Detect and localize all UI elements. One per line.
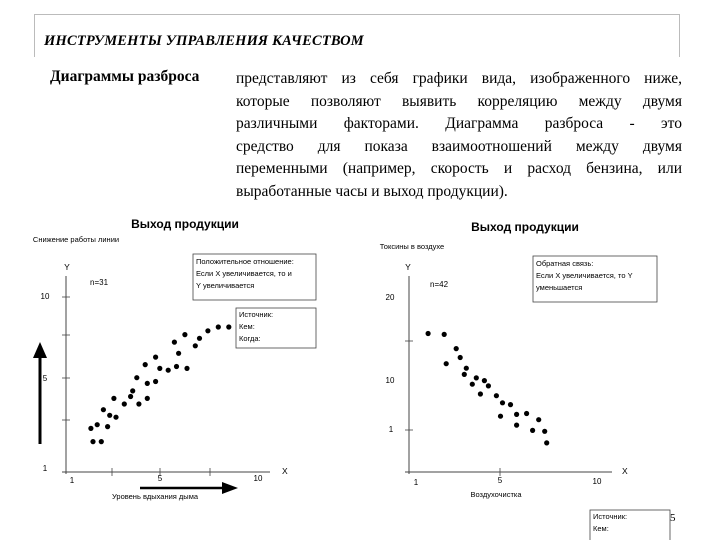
intro-line: средство для показа взаимоотношений между двумя bbox=[236, 137, 682, 155]
chart-right-points bbox=[426, 331, 550, 446]
chart-left-source-line: Кем: bbox=[239, 322, 255, 331]
scatter-point bbox=[442, 332, 447, 337]
scatter-point bbox=[216, 324, 221, 329]
chart-left-ytick: 1 bbox=[42, 464, 48, 473]
scatter-point bbox=[508, 402, 513, 407]
chart-right-source-line: Источник: bbox=[593, 512, 628, 521]
chart-left-points bbox=[88, 324, 231, 444]
chart-right-xtick: 1 bbox=[413, 478, 419, 487]
scatter-point bbox=[172, 340, 177, 345]
scatter-point bbox=[153, 379, 158, 384]
scatter-point bbox=[130, 388, 135, 393]
scatter-point bbox=[205, 328, 210, 333]
chart-left-ylabel: Снижение работы линии bbox=[32, 235, 120, 244]
scatter-point bbox=[458, 355, 463, 360]
scatter-point bbox=[474, 375, 479, 380]
page-number: 5 bbox=[670, 512, 676, 524]
chart-left-title: Выход продукции bbox=[131, 217, 239, 231]
scatter-point bbox=[184, 366, 189, 371]
scatter-point bbox=[536, 417, 541, 422]
scatter-point bbox=[99, 439, 104, 444]
scatter-point bbox=[542, 429, 547, 434]
scatter-point bbox=[157, 366, 162, 371]
scatter-point bbox=[464, 366, 469, 371]
scatter-point bbox=[176, 351, 181, 356]
chart-left-xtick: 5 bbox=[157, 474, 163, 483]
scatter-point bbox=[136, 401, 141, 406]
scatter-point bbox=[524, 411, 529, 416]
scatter-point bbox=[226, 324, 231, 329]
scatter-point bbox=[498, 414, 503, 419]
intro-line: которые позволяют выявить корреляцию между двумя bbox=[236, 92, 682, 110]
scatter-point bbox=[426, 331, 431, 336]
scatter-point bbox=[174, 364, 179, 369]
scatter-point bbox=[145, 381, 150, 386]
scatter-point bbox=[470, 382, 475, 387]
chart-left-source-line: Источник: bbox=[239, 310, 274, 319]
chart-left-n-label: n=31 bbox=[90, 278, 109, 287]
chart-right-xaxis-letter: X bbox=[622, 466, 628, 476]
arrow-up-icon bbox=[33, 342, 47, 358]
chart-right-ytick: 10 bbox=[385, 376, 395, 385]
scatter-point bbox=[494, 393, 499, 398]
page-title: ИНСТРУМЕНТЫ УПРАВЛЕНИЯ КАЧЕСТВОМ bbox=[44, 33, 364, 49]
scatter-point bbox=[454, 346, 459, 351]
scatter-point bbox=[197, 336, 202, 341]
scatter-point bbox=[530, 428, 535, 433]
chart-right-ytick: 20 bbox=[385, 293, 395, 302]
scatter-point bbox=[500, 400, 505, 405]
chart-left-ytick: 10 bbox=[40, 292, 50, 301]
scatter-point bbox=[88, 426, 93, 431]
scatter-point bbox=[145, 396, 150, 401]
chart-right-xtick: 5 bbox=[497, 476, 503, 485]
chart-right bbox=[380, 220, 670, 540]
chart-left-yaxis-letter: Y bbox=[64, 262, 70, 272]
scatter-point bbox=[122, 401, 127, 406]
chart-right-ylabel: Токсины в воздухе bbox=[379, 242, 445, 251]
scatter-point bbox=[101, 407, 106, 412]
chart-left-ytick: 5 bbox=[42, 374, 48, 383]
chart-left-annotation-line: Y увеличивается bbox=[196, 281, 255, 290]
scatter-point bbox=[143, 362, 148, 367]
scatter-point bbox=[134, 375, 139, 380]
chart-right-xtick: 10 bbox=[592, 477, 602, 486]
scatter-point bbox=[111, 396, 116, 401]
scatter-point bbox=[113, 415, 118, 420]
chart-right-annotation-line: Если X увеличивается, то Y bbox=[536, 271, 633, 280]
intro-line: различными факторами. Диаграмма разброса - это bbox=[236, 115, 682, 133]
chart-right-title: Выход продукции bbox=[471, 220, 579, 234]
chart-right-n-label: n=42 bbox=[430, 280, 449, 289]
intro-line: переменными (например, скорость и расход бензина, или bbox=[236, 160, 682, 178]
scatter-point bbox=[107, 413, 112, 418]
chart-right-source-line: Кем: bbox=[593, 524, 609, 533]
chart-right-annotation-line: уменьшается bbox=[536, 283, 583, 292]
intro-line: представляют из себя графики вида, изображенного ниже, bbox=[236, 70, 682, 87]
scatter-point bbox=[166, 368, 171, 373]
intro-line: выработанные часы и выход продукции). bbox=[236, 182, 508, 200]
scatter-point bbox=[105, 424, 110, 429]
scatter-point bbox=[193, 343, 198, 348]
chart-right-ytick: 1 bbox=[388, 425, 394, 434]
chart-left-xlabel: Уровень вдыхания дыма bbox=[111, 492, 199, 501]
chart-left-annotation-line: Если X увеличивается, то и bbox=[196, 269, 292, 278]
scatter-point bbox=[462, 372, 467, 377]
chart-left-xaxis-letter: X bbox=[282, 466, 288, 476]
scatter-point bbox=[486, 383, 491, 388]
chart-right-annotation-line: Обратная связь: bbox=[536, 259, 594, 268]
scatter-point bbox=[90, 439, 95, 444]
scatter-point bbox=[478, 391, 483, 396]
scatter-point bbox=[514, 423, 519, 428]
intro-term: Диаграммы разброса bbox=[50, 68, 200, 85]
scatter-point bbox=[153, 355, 158, 360]
arrow-right-icon bbox=[222, 482, 238, 494]
scatter-point bbox=[128, 394, 133, 399]
scatter-point bbox=[514, 412, 519, 417]
chart-right-xlabel: Воздухочистка bbox=[470, 490, 522, 499]
chart-left-annotation-line: Положительное отношение: bbox=[196, 257, 294, 266]
scatter-point bbox=[95, 422, 100, 427]
chart-left-source-line: Когда: bbox=[239, 334, 261, 343]
scatter-point bbox=[182, 332, 187, 337]
scatter-point bbox=[444, 361, 449, 366]
scatter-point bbox=[482, 378, 487, 383]
chart-left bbox=[33, 217, 316, 501]
chart-right-yaxis-letter: Y bbox=[405, 262, 411, 272]
chart-left-xtick: 1 bbox=[69, 476, 75, 485]
scatter-point bbox=[544, 440, 549, 445]
chart-left-xtick: 10 bbox=[253, 474, 263, 483]
